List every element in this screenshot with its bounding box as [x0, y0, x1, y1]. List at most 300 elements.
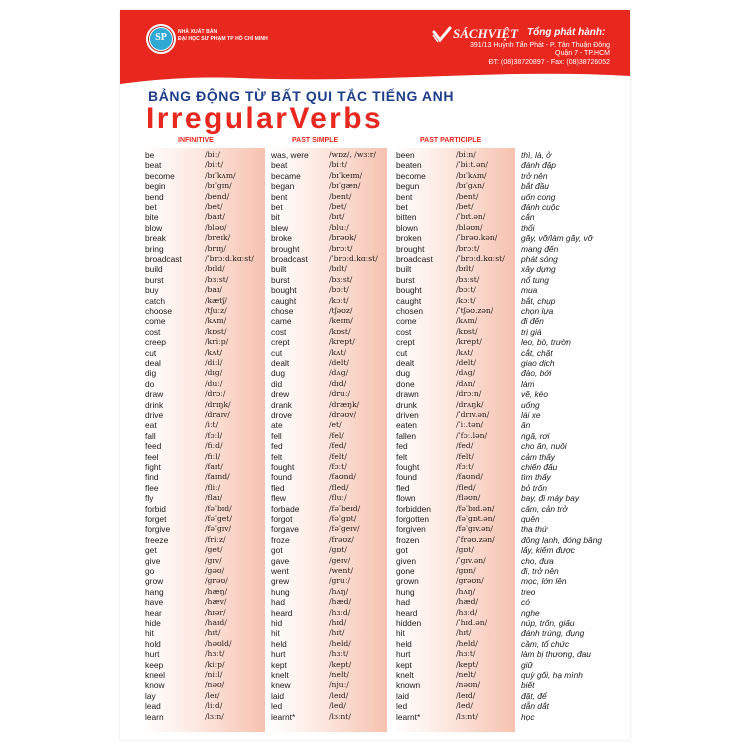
- infinitive-cell: fly: [145, 493, 154, 504]
- past-simple-cell: chose: [271, 306, 294, 316]
- table-row: [143, 316, 613, 326]
- past-participle-cell: heard: [396, 607, 418, 618]
- meaning-cell: bắt, chụp: [521, 295, 556, 306]
- publisher-name: NHÀ XUẤT BẢN ĐẠI HỌC SƯ PHẠM TP HỒ CHÍ MINH: [178, 29, 268, 42]
- past-participle-ipa-cell: /held/: [456, 638, 478, 648]
- table-row: [143, 618, 613, 628]
- past-simple-cell: laid: [271, 690, 285, 701]
- past-participle-cell: cut: [396, 347, 408, 358]
- infinitive-cell: forgive: [145, 524, 171, 535]
- past-simple-ipa-cell: /kʌt/: [329, 347, 347, 357]
- past-simple-cell: forbade: [271, 503, 300, 514]
- past-participle-ipa-cell: /bɪˈgʌn/: [456, 181, 485, 191]
- table-row: [143, 504, 613, 514]
- past-participle-cell: fled: [396, 482, 410, 493]
- infinitive-ipa-cell: /duː/: [205, 378, 223, 388]
- past-simple-cell: fed: [271, 441, 283, 452]
- past-participle-ipa-cell: /brɔːt/: [456, 243, 480, 253]
- past-participle-ipa-cell: /leɪd/: [456, 690, 476, 700]
- past-simple-ipa-cell: /njuː/: [329, 680, 349, 690]
- past-participle-ipa-cell: /hɜːt/: [456, 649, 476, 659]
- past-simple-cell: became: [271, 170, 301, 181]
- past-participle-ipa-cell: /hæd/: [456, 597, 479, 607]
- past-participle-cell: drunk: [396, 399, 417, 410]
- infinitive-cell: choose: [145, 306, 173, 316]
- past-participle-cell: fed: [396, 441, 408, 452]
- past-participle-cell: bent: [396, 191, 413, 202]
- past-simple-cell: hurt: [271, 649, 286, 660]
- past-participle-ipa-cell: /delt/: [456, 358, 476, 367]
- meaning-cell: tìm thấy: [521, 472, 551, 483]
- past-participle-cell: knelt: [396, 670, 414, 680]
- past-participle-cell: become: [396, 170, 426, 181]
- past-participle-cell: drawn: [396, 389, 419, 400]
- infinitive-ipa-cell: /brɪŋ/: [205, 243, 226, 253]
- past-simple-ipa-cell: /brəʊk/: [329, 233, 357, 243]
- past-simple-ipa-cell: /fəˈgɒt/: [329, 514, 357, 523]
- infinitive-ipa-cell: /hæŋ/: [205, 586, 228, 596]
- infinitive-cell: build: [145, 264, 163, 275]
- meaning-cell: đi đến: [521, 316, 544, 327]
- past-simple-cell: led: [271, 701, 283, 712]
- table-row: [143, 566, 613, 576]
- past-simple-ipa-cell: /dræŋk/: [329, 399, 360, 409]
- meaning-cell: phát sóng: [521, 254, 558, 264]
- past-participle-ipa-cell: /fəˈbɪd.ən/: [456, 503, 495, 513]
- infinitive-ipa-cell: /bet/: [205, 202, 223, 211]
- table-row: [143, 410, 613, 420]
- table-row: [143, 202, 613, 212]
- infinitive-cell: cut: [145, 347, 157, 358]
- infinitive-cell: hear: [145, 607, 162, 618]
- infinitive-cell: begin: [145, 181, 166, 192]
- table-row: [143, 244, 613, 254]
- meaning-cell: trở nên: [521, 170, 548, 181]
- table-row: [143, 691, 613, 701]
- past-participle-cell: cost: [396, 326, 412, 337]
- past-simple-cell: was, were: [271, 150, 309, 160]
- meaning-cell: học: [521, 711, 535, 722]
- infinitive-cell: buy: [145, 285, 159, 296]
- meaning-cell: nghe: [521, 607, 540, 618]
- infinitive-cell: lead: [145, 701, 161, 712]
- past-simple-cell: broke: [271, 233, 292, 244]
- meaning-cell: cấm, cản trở: [521, 503, 568, 514]
- table-row: [143, 192, 613, 202]
- table-row: [143, 462, 613, 472]
- distributor-title: Tổng phát hành:: [527, 27, 606, 38]
- table-row: [143, 212, 613, 222]
- past-participle-ipa-cell: /ˈbrɔːd.kɑːst/: [456, 254, 505, 263]
- meaning-cell: giao dịch: [521, 358, 555, 368]
- meaning-cell: ăn: [521, 420, 531, 431]
- past-simple-cell: cut: [271, 347, 283, 358]
- infinitive-ipa-cell: /niːl/: [205, 670, 223, 679]
- past-participle-cell: chosen: [396, 306, 424, 316]
- past-simple-cell: burst: [271, 274, 290, 285]
- meaning-cell: làm: [521, 378, 535, 389]
- past-simple-ipa-cell: /fed/: [329, 441, 347, 451]
- past-participle-ipa-cell: /fəˈgɪv.ən/: [456, 524, 493, 534]
- past-participle-cell: been: [396, 150, 415, 160]
- infinitive-ipa-cell: /get/: [205, 545, 223, 555]
- past-participle-cell: forgiven: [396, 524, 426, 535]
- past-participle-ipa-cell: /felt/: [456, 451, 474, 461]
- infinitive-ipa-cell: /bɜːst/: [205, 274, 229, 284]
- table-row: [143, 431, 613, 441]
- infinitive-cell: drive: [145, 410, 164, 420]
- past-participle-cell: bitten: [396, 212, 417, 223]
- infinitive-ipa-cell: /bend/: [205, 191, 230, 201]
- header-infinitive: INFINITIVE: [178, 137, 214, 144]
- infinitive-cell: hit: [145, 628, 154, 639]
- meaning-cell: nổ tung: [521, 274, 549, 285]
- table-row: [143, 639, 613, 649]
- past-simple-ipa-cell: /lɜːnt/: [329, 711, 351, 721]
- past-participle-ipa-cell: /gɒt/: [456, 545, 474, 555]
- past-simple-ipa-cell: /krept/: [329, 337, 355, 347]
- meaning-cell: treo: [521, 586, 536, 597]
- past-simple-cell: drew: [271, 389, 290, 400]
- past-participle-cell: given: [396, 555, 417, 566]
- past-participle-cell: known: [396, 680, 421, 691]
- past-participle-cell: kept: [396, 659, 412, 670]
- meaning-cell: bắt đầu: [521, 181, 549, 192]
- past-simple-ipa-cell: /wɒz/, /wɜːr/: [329, 150, 376, 159]
- past-simple-ipa-cell: /brɔːt/: [329, 243, 353, 253]
- meaning-cell: dẫn dắt: [521, 701, 549, 712]
- past-participle-ipa-cell: /fed/: [456, 441, 474, 451]
- infinitive-cell: hang: [145, 586, 164, 597]
- past-simple-ipa-cell: /dʌg/: [329, 368, 349, 378]
- past-participle-ipa-cell: /lɜːnt/: [456, 711, 478, 721]
- past-participle-ipa-cell: /bɪlt/: [456, 264, 474, 274]
- past-simple-ipa-cell: /bluː/: [329, 222, 349, 232]
- infinitive-ipa-cell: /grəʊ/: [205, 576, 228, 586]
- infinitive-ipa-cell: /fiːd/: [205, 441, 223, 451]
- table-row: [143, 483, 613, 493]
- past-participle-cell: fallen: [396, 430, 417, 441]
- past-participle-ipa-cell: /hɪt/: [456, 628, 472, 638]
- meaning-cell: ngã, rơi: [521, 430, 550, 441]
- past-simple-ipa-cell: /hɜːd/: [329, 607, 351, 617]
- infinitive-ipa-cell: /drɪŋk/: [205, 399, 231, 409]
- infinitive-cell: keep: [145, 659, 164, 670]
- past-participle-cell: learnt*: [396, 711, 421, 722]
- infinitive-cell: creep: [145, 337, 166, 348]
- infinitive-ipa-cell: /biːt/: [205, 160, 224, 170]
- infinitive-ipa-cell: /nəʊ/: [205, 680, 225, 690]
- infinitive-ipa-cell: /fəˈgɪv/: [205, 524, 232, 534]
- past-simple-cell: felt: [271, 451, 283, 462]
- past-participle-ipa-cell: /dʌg/: [456, 368, 476, 378]
- past-participle-ipa-cell: /biːn/: [456, 150, 476, 159]
- infinitive-cell: grow: [145, 576, 164, 587]
- past-simple-cell: went: [271, 566, 289, 576]
- infinitive-cell: lay: [145, 690, 156, 701]
- past-simple-cell: bought: [271, 285, 297, 296]
- past-simple-cell: fought: [271, 462, 295, 472]
- past-participle-cell: found: [396, 472, 417, 483]
- past-participle-ipa-cell: /kept/: [456, 659, 479, 669]
- past-simple-ipa-cell: /held/: [329, 638, 351, 648]
- past-participle-cell: fought: [396, 462, 420, 472]
- meaning-cell: leo, bò, trườn: [521, 337, 571, 348]
- infinitive-cell: feel: [145, 451, 159, 462]
- past-participle-cell: hurt: [396, 649, 411, 660]
- past-participle-ipa-cell: /kʌm/: [456, 316, 478, 326]
- past-participle-cell: dealt: [396, 358, 415, 368]
- past-participle-cell: done: [396, 378, 415, 389]
- past-participle-ipa-cell: /krept/: [456, 337, 482, 347]
- infinitive-ipa-cell: /hɪər/: [205, 607, 226, 617]
- infinitive-ipa-cell: /flaɪ/: [205, 493, 223, 503]
- infinitive-ipa-cell: /kʌt/: [205, 347, 223, 357]
- past-simple-ipa-cell: /bet/: [329, 202, 347, 211]
- past-simple-cell: did: [271, 378, 283, 389]
- meaning-cell: đào, bới: [521, 368, 552, 379]
- past-participle-cell: built: [396, 264, 412, 275]
- past-simple-cell: forgot: [271, 514, 293, 524]
- meaning-cell: xây dựng: [521, 264, 556, 275]
- past-participle-cell: come: [396, 316, 417, 327]
- poster: [120, 10, 630, 740]
- past-simple-ipa-cell: /hʌŋ/: [329, 586, 349, 596]
- meaning-cell: cắn: [521, 212, 535, 223]
- past-simple-ipa-cell: /fəˈgeɪv/: [329, 524, 360, 534]
- meaning-cell: vẽ, kéo: [521, 389, 549, 400]
- past-participle-ipa-cell: /bent/: [456, 191, 479, 201]
- table-row: [143, 660, 613, 670]
- past-simple-cell: hit: [271, 628, 280, 639]
- meaning-cell: đánh trúng, đụng: [521, 628, 585, 639]
- infinitive-cell: forget: [145, 514, 167, 524]
- past-participle-cell: broken: [396, 233, 422, 244]
- infinitive-cell: freeze: [145, 534, 169, 545]
- table-row: [143, 576, 613, 586]
- past-simple-cell: blew: [271, 222, 289, 233]
- past-simple-ipa-cell: /hæd/: [329, 597, 352, 607]
- infinitive-cell: find: [145, 472, 159, 483]
- meaning-cell: trị giá: [521, 326, 542, 337]
- meaning-cell: cảm thấy: [521, 451, 555, 462]
- infinitive-ipa-cell: /biː/: [205, 150, 220, 159]
- meaning-cell: đánh cuộc: [521, 202, 560, 212]
- past-simple-ipa-cell: /bɪˈkeɪm/: [329, 170, 363, 180]
- meaning-cell: chọn lựa: [521, 306, 554, 316]
- table-row: [143, 254, 613, 264]
- table-row: [143, 223, 613, 233]
- infinitive-cell: drink: [145, 399, 164, 410]
- past-simple-ipa-cell: /bɪlt/: [329, 264, 347, 274]
- infinitive-cell: hurt: [145, 649, 160, 660]
- past-simple-ipa-cell: /nelt/: [329, 670, 349, 679]
- table-row: [143, 628, 613, 638]
- table-row: [143, 524, 613, 534]
- past-simple-ipa-cell: /gɒt/: [329, 545, 347, 555]
- past-simple-cell: bet: [271, 202, 283, 212]
- past-simple-cell: held: [271, 638, 287, 649]
- past-simple-ipa-cell: /et/: [329, 420, 342, 430]
- meaning-cell: thổi: [521, 222, 535, 233]
- past-simple-cell: knelt: [271, 670, 289, 680]
- meaning-cell: bỏ trốn: [521, 482, 548, 493]
- past-simple-ipa-cell: /gruː/: [329, 576, 351, 586]
- infinitive-cell: kneel: [145, 670, 166, 680]
- past-simple-ipa-cell: /ˈbrɔːd.kɑːst/: [329, 254, 378, 263]
- past-participle-ipa-cell: /drʌŋk/: [456, 399, 484, 409]
- header-past-simple: PAST SIMPLE: [292, 137, 339, 144]
- table-row: [143, 680, 613, 690]
- infinitive-cell: bet: [145, 202, 157, 212]
- meaning-cell: bay, đi máy bay: [521, 493, 580, 504]
- infinitive-ipa-cell: /hæv/: [205, 597, 227, 607]
- infinitive-ipa-cell: /kʌm/: [205, 316, 227, 326]
- past-simple-cell: brought: [271, 243, 300, 254]
- past-simple-ipa-cell: /hɜːt/: [329, 649, 349, 659]
- past-simple-cell: got: [271, 545, 283, 556]
- publisher-logo: SP: [146, 24, 176, 54]
- past-participle-cell: had: [396, 597, 410, 608]
- infinitive-ipa-cell: /hɪt/: [205, 628, 221, 638]
- past-participle-cell: frozen: [396, 534, 420, 545]
- infinitive-cell: know: [145, 680, 165, 691]
- title-english: IrregularVerbs: [146, 102, 384, 135]
- header-band: [120, 10, 630, 72]
- past-simple-ipa-cell: /bɪt/: [329, 212, 345, 222]
- past-participle-ipa-cell: /kɔːt/: [456, 295, 476, 305]
- distributor-brand: SÁCHVIỆT: [453, 26, 519, 41]
- infinitive-ipa-cell: /kɒst/: [205, 326, 227, 336]
- past-participle-ipa-cell: /bɜːst/: [456, 274, 480, 284]
- past-simple-ipa-cell: /kɔːt/: [329, 295, 349, 305]
- past-participle-ipa-cell: /hʌŋ/: [456, 586, 476, 596]
- infinitive-ipa-cell: /leɪ/: [205, 690, 220, 700]
- past-participle-cell: forbidden: [396, 503, 431, 514]
- table-row: [143, 608, 613, 618]
- past-participle-cell: hung: [396, 586, 415, 597]
- past-participle-ipa-cell: /dʌn/: [456, 378, 476, 388]
- table-row: [143, 327, 613, 337]
- past-simple-ipa-cell: /leɪd/: [329, 690, 349, 700]
- infinitive-cell: catch: [145, 295, 166, 306]
- past-participle-cell: beaten: [396, 160, 422, 171]
- table-row: [143, 306, 613, 316]
- table-row: [143, 275, 613, 285]
- past-participle-cell: flown: [396, 493, 416, 504]
- meaning-cell: cắt, chặt: [521, 347, 553, 358]
- infinitive-ipa-cell: /fəˈget/: [205, 514, 232, 523]
- table-row: [143, 160, 613, 170]
- past-participle-ipa-cell: /fləʊn/: [456, 493, 481, 503]
- infinitive-cell: do: [145, 378, 155, 389]
- past-simple-ipa-cell: /kɒst/: [329, 326, 351, 336]
- infinitive-cell: get: [145, 545, 157, 556]
- past-simple-ipa-cell: /fluː/: [329, 493, 347, 503]
- table-row: [143, 296, 613, 306]
- meaning-cell: uống: [521, 399, 540, 410]
- table-row: [143, 358, 613, 368]
- past-participle-ipa-cell: /bet/: [456, 202, 474, 211]
- past-participle-ipa-cell: /ˈiː.tən/: [456, 420, 484, 430]
- past-participle-cell: led: [396, 701, 408, 712]
- infinitive-cell: hide: [145, 618, 161, 628]
- infinitive-ipa-cell: /gəʊ/: [205, 566, 225, 575]
- past-simple-ipa-cell: /keɪm/: [329, 316, 353, 326]
- infinitive-cell: eat: [145, 420, 157, 431]
- past-participle-ipa-cell: /nəʊn/: [456, 680, 481, 690]
- past-simple-cell: drank: [271, 399, 292, 410]
- past-participle-cell: dug: [396, 368, 410, 379]
- past-participle-cell: gone: [396, 566, 415, 576]
- past-simple-ipa-cell: /bɔːt/: [329, 285, 349, 295]
- past-simple-ipa-cell: /geɪv/: [329, 555, 351, 565]
- infinitive-ipa-cell: /bləʊ/: [205, 222, 227, 232]
- past-participle-cell: got: [396, 545, 408, 556]
- infinitive-ipa-cell: /həʊld/: [205, 638, 232, 648]
- infinitive-cell: burst: [145, 274, 164, 285]
- past-participle-ipa-cell: /nelt/: [456, 670, 476, 679]
- distributor-info: 391/13 Huỳnh Tấn Phát - P. Tân Thuận Đông Quận 7 - TP.HCM ĐT: (08)38720897 - Fax: (08)38726052: [470, 42, 610, 66]
- meaning-cell: chiến đấu: [521, 462, 558, 472]
- past-participle-cell: broadcast: [396, 254, 433, 264]
- past-simple-cell: bent: [271, 191, 288, 202]
- past-participle-ipa-cell: /fɔːt/: [456, 462, 474, 471]
- infinitive-cell: break: [145, 233, 166, 244]
- table-row: [143, 535, 613, 545]
- past-participle-cell: grown: [396, 576, 419, 587]
- past-simple-ipa-cell: /drəʊv/: [329, 410, 357, 419]
- infinitive-ipa-cell: /fɔːl/: [205, 430, 223, 440]
- meaning-cell: quên: [521, 514, 540, 524]
- meaning-cell: lấy, kiếm được: [521, 545, 575, 556]
- past-simple-cell: ate: [271, 420, 283, 431]
- past-simple-cell: caught: [271, 295, 297, 306]
- past-simple-ipa-cell: /fəˈbeɪd/: [329, 503, 361, 513]
- past-simple-ipa-cell: /frəʊz/: [329, 534, 354, 544]
- infinitive-ipa-cell: /faɪnd/: [205, 472, 230, 482]
- meaning-cell: đặt, để: [521, 690, 547, 701]
- past-simple-cell: began: [271, 181, 295, 192]
- meaning-cell: cho ăn, nuôi: [521, 441, 567, 452]
- past-participle-ipa-cell: /ˈbiːt.ən/: [456, 160, 488, 170]
- past-participle-cell: bought: [396, 285, 422, 296]
- meaning-cell: biết: [521, 680, 535, 691]
- past-participle-cell: hidden: [396, 618, 422, 628]
- infinitive-cell: learn: [145, 711, 164, 722]
- meaning-cell: thì, là, ở: [521, 150, 552, 160]
- infinitive-cell: have: [145, 597, 164, 608]
- infinitive-ipa-cell: /hɜːt/: [205, 649, 225, 659]
- infinitive-cell: give: [145, 555, 161, 566]
- infinitive-ipa-cell: /dɪg/: [205, 368, 223, 378]
- past-participle-cell: begun: [396, 181, 420, 192]
- meaning-cell: tha thứ: [521, 524, 548, 535]
- past-simple-cell: forgave: [271, 524, 299, 535]
- past-simple-cell: flew: [271, 493, 286, 504]
- past-participle-ipa-cell: /ˈdrɪv.ən/: [456, 410, 490, 419]
- past-simple-ipa-cell: /hɪd/: [329, 618, 347, 627]
- past-simple-ipa-cell: /fled/: [329, 482, 349, 492]
- infinitive-cell: bend: [145, 191, 164, 202]
- meaning-cell: mọc, lớn lên: [521, 576, 567, 587]
- past-participle-ipa-cell: /bɪˈkʌm/: [456, 170, 487, 180]
- table-row: [143, 420, 613, 430]
- infinitive-cell: hold: [145, 638, 161, 649]
- past-participle-ipa-cell: /fəˈgɒt.ən/: [456, 514, 496, 523]
- table-row: [143, 712, 613, 722]
- table-row: [143, 171, 613, 181]
